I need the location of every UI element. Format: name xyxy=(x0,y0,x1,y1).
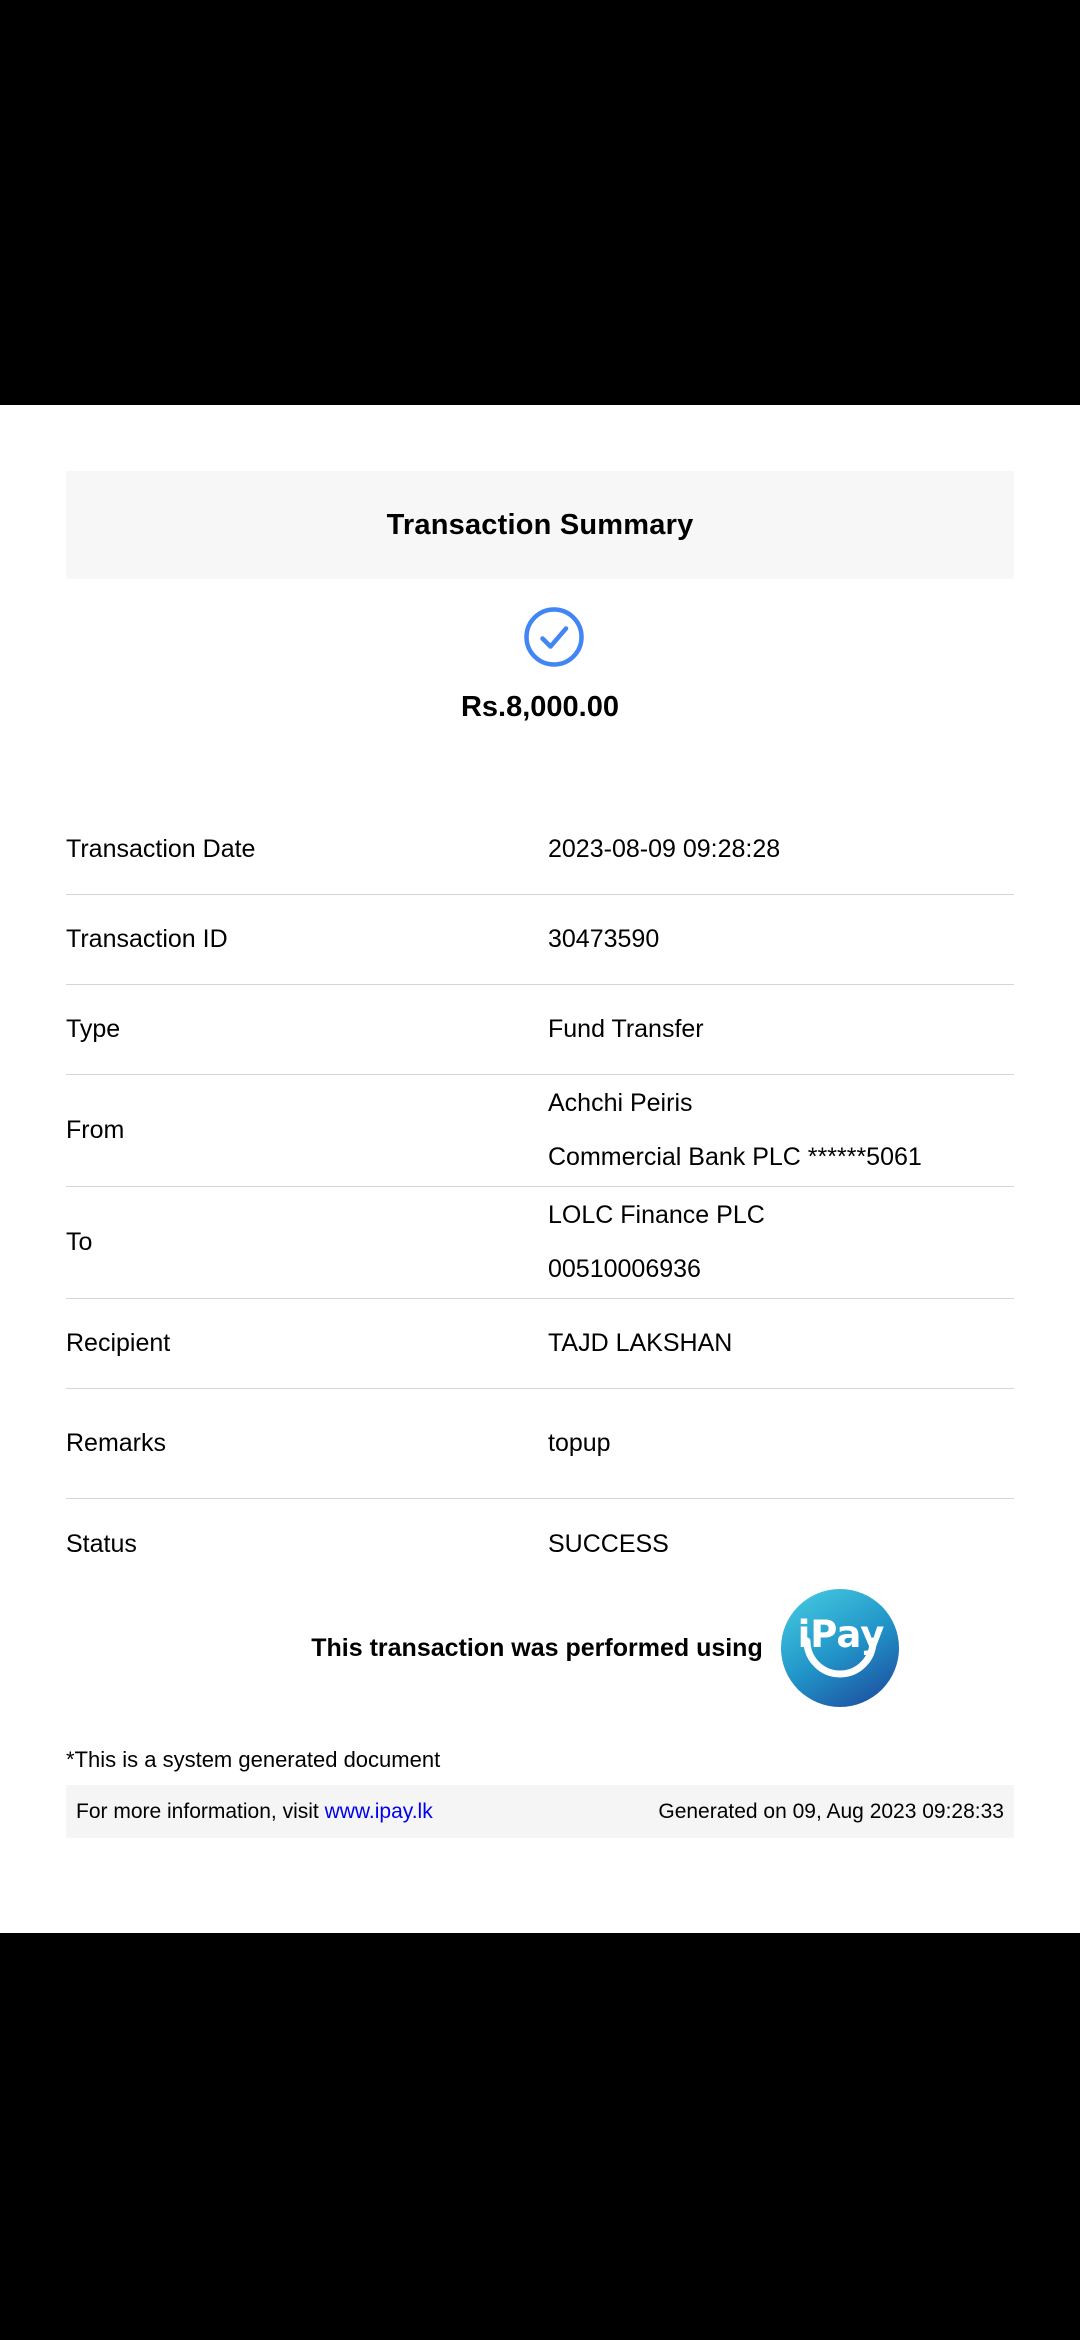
table-row-type xyxy=(66,985,1014,1075)
transaction-details-table xyxy=(66,805,1014,1589)
ipay-logo-icon xyxy=(781,1589,899,1707)
table-row-to xyxy=(66,1187,1014,1299)
row-label: Transaction Date xyxy=(66,835,256,863)
system-generated-note: *This is a system generated document xyxy=(66,1747,441,1772)
to-institution: LOLC Finance PLC xyxy=(548,1201,765,1229)
row-value: 2023-08-09 09:28:28 xyxy=(548,835,781,863)
row-value xyxy=(548,1201,765,1284)
performed-using-text: This transaction was performed using xyxy=(311,1633,763,1662)
transaction-amount: Rs.8,000.00 xyxy=(460,691,619,723)
row-value: topup xyxy=(548,1429,611,1457)
status-badge: SUCCESS xyxy=(548,1529,669,1558)
footer-info-prefix: For more information, visit xyxy=(76,1799,325,1823)
row-label: From xyxy=(66,1116,125,1144)
table-row-transaction-id xyxy=(66,895,1014,985)
table-row-from xyxy=(66,1075,1014,1187)
bottom-black-bar xyxy=(0,1933,1080,2340)
table-row-recipient xyxy=(66,1299,1014,1389)
row-label: To xyxy=(66,1228,93,1256)
transaction-receipt-document xyxy=(0,405,1080,1933)
page-title: Transaction Summary xyxy=(386,508,694,541)
ipay-website-link[interactable]: www.ipay.lk xyxy=(324,1799,433,1823)
from-bank-masked-account: Commercial Bank PLC ******5061 xyxy=(548,1143,922,1171)
footer-more-info xyxy=(76,1800,433,1824)
table-row-transaction-date xyxy=(66,805,1014,895)
top-black-bar xyxy=(0,0,1080,405)
success-indicator xyxy=(80,606,1028,668)
table-row-status xyxy=(66,1499,1014,1589)
row-label: Recipient xyxy=(66,1329,171,1357)
row-label: Remarks xyxy=(66,1429,167,1457)
row-value: 30473590 xyxy=(548,925,660,953)
row-value: TAJD LAKSHAN xyxy=(548,1329,733,1357)
row-label: Status xyxy=(66,1529,137,1558)
performed-using-line xyxy=(131,1589,1079,1707)
generated-timestamp: Generated on 09, Aug 2023 09:28:33 xyxy=(658,1799,1004,1823)
row-value xyxy=(548,1089,922,1172)
footer-info-bar xyxy=(66,1785,1014,1838)
row-value: Fund Transfer xyxy=(548,1015,704,1043)
row-label: Transaction ID xyxy=(66,925,228,953)
document-header-bar xyxy=(66,471,1014,579)
table-row-remarks xyxy=(66,1389,1014,1499)
check-circle-icon xyxy=(523,606,585,668)
to-account-number: 00510006936 xyxy=(548,1255,701,1283)
from-account-name: Achchi Peiris xyxy=(548,1089,693,1117)
row-label: Type xyxy=(66,1015,121,1043)
svg-text:iPay: iPay xyxy=(797,1613,885,1656)
